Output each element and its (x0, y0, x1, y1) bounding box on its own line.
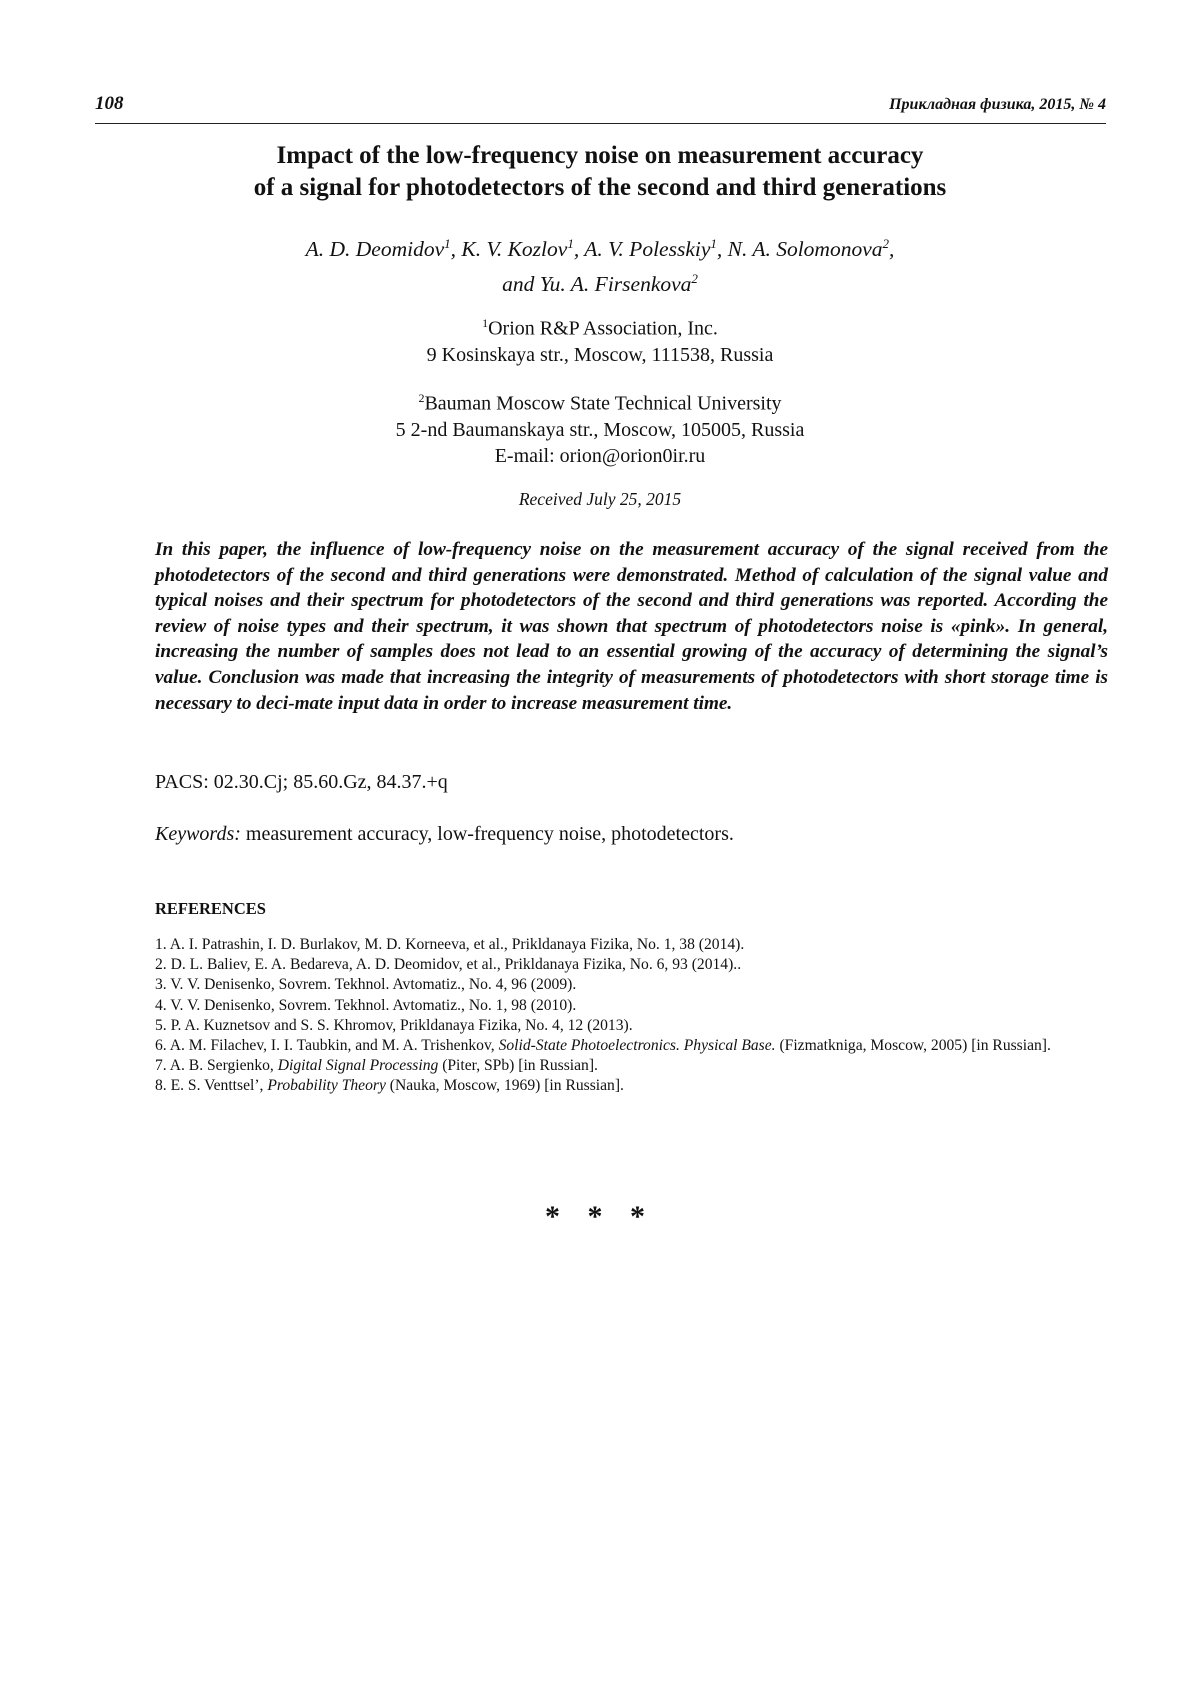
keywords (155, 823, 734, 846)
author-affiliation-mark: 1 (567, 236, 574, 251)
title-line-1: Impact of the low-frequency noise on measurement accuracy (276, 142, 924, 169)
section-separator: * * * (545, 1200, 655, 1233)
author-line-1: A. D. Deomidov$^1$, K. V. Kozlov$^1$, A. V. Polesskiy$^1$, N. A. Solomonova$^2$, (305, 236, 895, 262)
reference-book-title: Digital Signal Processing (277, 1057, 439, 1075)
title-line-2: of a signal for photodetectors of the second and third generations (253, 174, 947, 201)
affiliation-address: 5 2-nd Baumanskaya str., Moscow, 105005, Russia (395, 418, 805, 441)
author-name: K. V. Kozlov (461, 237, 568, 262)
affiliation-name: Orion R&P Association, Inc. (488, 317, 718, 340)
reference-item: 7. A. B. Sergienko, Digital Signal Processing (Piter, SPb) [in Russian]. (155, 1057, 598, 1075)
keywords-text: measurement accuracy, low-frequency noise, photodetectors. (240, 823, 734, 845)
pacs-codes: PACS: 02.30.Cj; 85.60.Gz, 84.37.+q (155, 771, 448, 793)
reference-item: 1. A. I. Patrashin, I. D. Burlakov, M. D. Korneeva, et al., Prikldanaya Fizika, No. 1, 38 (2014). (155, 936, 745, 953)
author-affiliation-mark: 2 (882, 236, 890, 251)
author-name: A. V. Polesskiy (584, 237, 711, 262)
reference-item: 3. V. V. Denisenko, Sovrem. Tekhnol. Avtomatiz., No. 4, 96 (2009). (155, 976, 577, 994)
abstract: In this paper, the influence of low-frequency noise on the measurement accuracy of the signal received from the photodetectors of the second and third generations were demonstrated. Method of calculation of the signal value and typical noises and their spectrum for photodetectors of the second and third generations was reported. According the review of noise types and their spectrum, it was shown that spectrum of photodetectors noise is «pink». In general, increasing the number of samples does not lead to an essential growing of the accuracy of determining the signal’s value. Conclusion was made that increasing the integrity of measurements of photodetectors with short storage time is necessary to deci-mate input data in order to increase measurement time. (155, 539, 1108, 714)
affiliation-mark: 1 (482, 316, 489, 330)
author-name: and Yu. A. Firsenkova (502, 272, 692, 297)
received-date: Received July 25, 2015 (518, 489, 682, 509)
author-list (100, 229, 1100, 299)
reference-item: 4. V. V. Denisenko, Sovrem. Tekhnol. Avtomatiz., No. 1, 98 (2010). (155, 996, 577, 1014)
running-head (95, 93, 1106, 124)
affiliation-name: Bauman Moscow State Technical University (424, 392, 782, 415)
author-name: N. A. Solomonova (727, 237, 883, 262)
author-affiliation-mark: 1 (710, 236, 717, 251)
reference-item: 6. A. M. Filachev, I. I. Taubkin, and M. A. Trishenkov, Solid-State Photoelectronics. Physical Base. (Fizmatkniga, Moscow, 2005) [in Russian]. (155, 1037, 1051, 1055)
references-heading: REFERENCES (155, 899, 266, 918)
affiliation-address: 9 Kosinskaya str., Moscow, 111538, Russia (426, 343, 774, 366)
reference-item: 8. E. S. Venttsel’, Probability Theory (Nauka, Moscow, 1969) [in Russian]. (155, 1077, 624, 1095)
reference-item: 2. D. L. Baliev, E. A. Bedareva, A. D. Deomidov, et al., Prikldanaya Fizika, No. 6, 93 (2014).. (155, 956, 742, 974)
reference-item: 5. P. A. Kuznetsov and S. S. Khromov, Prikldanaya Fizika, No. 4, 12 (2013). (155, 1016, 633, 1034)
keywords-label: Keywords: (155, 823, 241, 845)
journal-reference: Прикладная физика, 2015, № 4 (889, 96, 1106, 113)
reference-list (155, 935, 1108, 1097)
contact-email: E-mail: orion@orion0ir.ru (494, 444, 706, 467)
author-name: A. D. Deomidov (305, 237, 445, 262)
affiliation-2 (100, 385, 1100, 469)
author-affiliation-mark: 2 (691, 271, 698, 287)
reference-book-title: Probability Theory (267, 1077, 386, 1095)
affiliation-1 (100, 310, 1100, 368)
page-number: 108 (95, 93, 124, 114)
author-line-2 (100, 264, 1100, 299)
author-affiliation-mark: 1 (444, 236, 451, 251)
affiliation-mark: 2 (418, 391, 425, 405)
reference-book-title: Solid-State Photoelectronics. Physical Base. (498, 1037, 776, 1055)
article-title (100, 140, 1100, 204)
